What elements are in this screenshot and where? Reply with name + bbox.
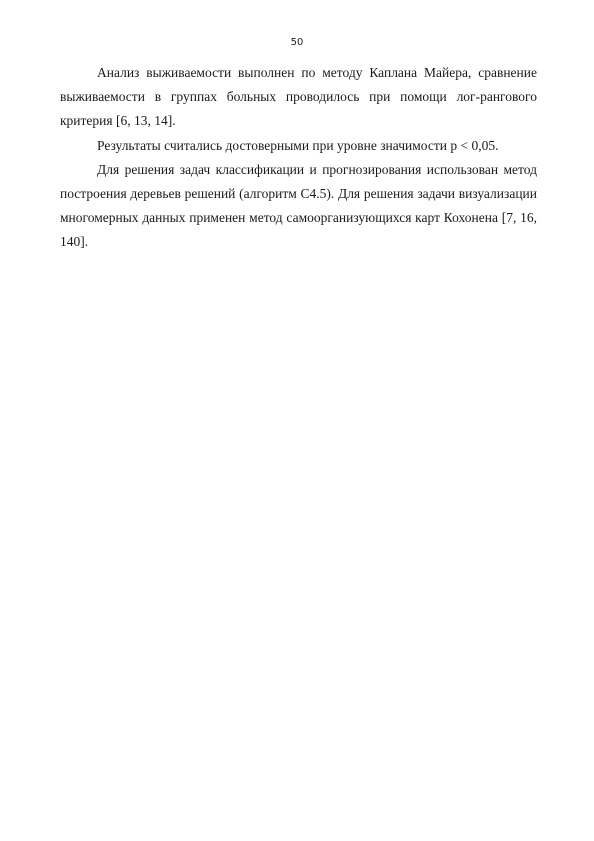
paragraph-classification-methods: Для решения задач классификации и прогнозирования использован метод построения деревьев решений (алгоритм C4.5). Для решения задачи визуализации многомерных данных применен метод самоорганизующихся карт Кохонена [7, 16, 140].: [60, 161, 537, 250]
paragraph-significance-level: Результаты считались достоверными при уровне значимости p < 0,05.: [97, 137, 499, 153]
paragraph-survival-analysis: Анализ выживаемости выполнен по методу Каплана Майера, сравнение выживаемости в группах больных проводилось при помощи лог-рангового критерия [6, 13, 14].: [60, 65, 537, 129]
body-text: [60, 61, 537, 255]
page-number: 50: [290, 37, 304, 48]
